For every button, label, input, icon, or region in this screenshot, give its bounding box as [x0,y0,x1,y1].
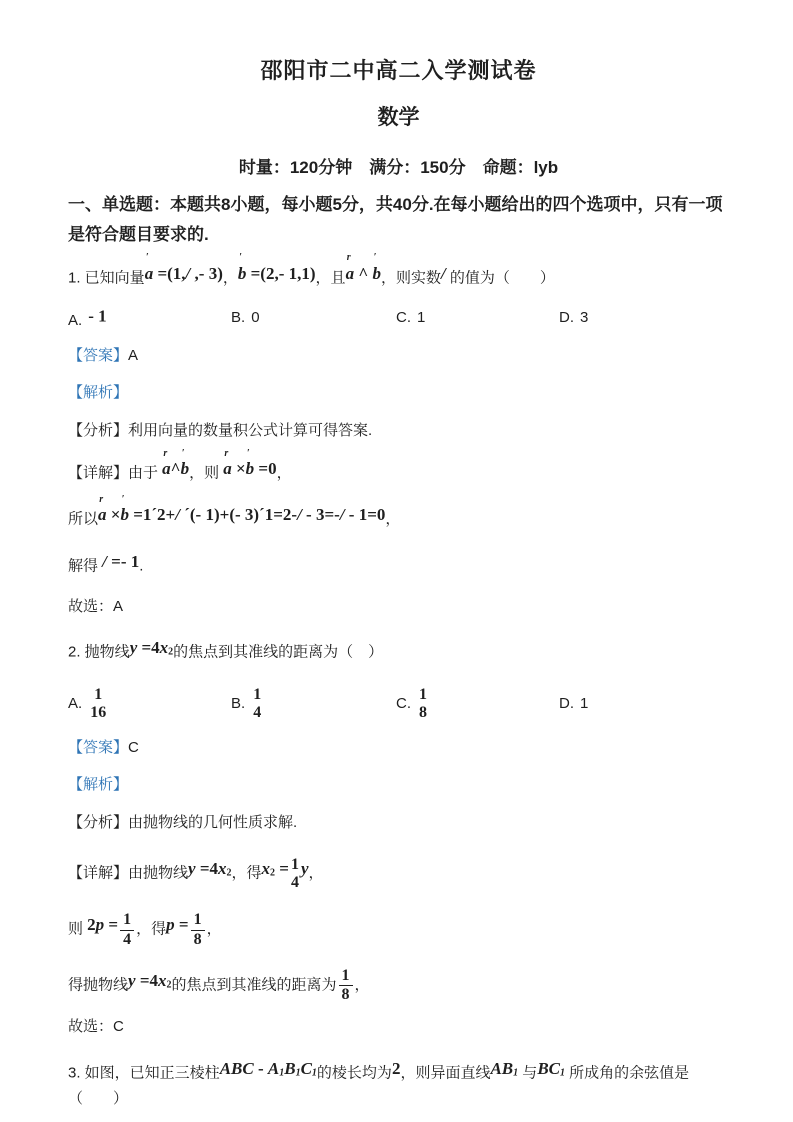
option-c-label: C. [396,309,411,327]
vector-overmark: a r [98,494,107,525]
fraction: $\frac{1}{8}$ [337,967,355,1005]
fraction: 1 4 [253,685,262,721]
question-1-choice: 故选：A [68,597,124,615]
fraction: 1 16 [90,685,107,721]
option-d [559,695,729,712]
option-b [231,686,396,722]
option-d-value: 1 [580,695,589,713]
option-b-value: 0 [251,309,260,327]
option-b [231,309,396,326]
question-2-jiexi-line [68,772,729,798]
question-2-then: 则 2p = $\frac{1}{4}$ ，得p = $\frac{1}{8}$ ， [68,910,222,948]
option-d [559,309,729,326]
fraction: 1 8 [419,685,427,721]
option-d-value: 3 [580,309,589,327]
option-c [396,686,559,722]
question-2-choice: 故选：C [68,1018,124,1036]
question-1-answer-line [68,343,729,369]
question-1-therefore: 所以a r ×b ′ =1´2+/ ´(- 1)+(- 3)´1=2-/ - 3=-/ - 1=0， [68,501,729,532]
question-1-solve: 解得 / =- 1. [68,551,144,575]
option-a-label: A. [68,312,83,330]
fraction: 1 4 [290,856,299,891]
fraction: $\frac{1}{4}$ [118,911,136,949]
vector-overmark: b ′ [372,252,381,283]
vector-overmark: a r [223,448,232,479]
question-2-detail: 【详解】由抛物线$y =4x^2$，得$x^2$ = 1 4 y， [68,856,324,891]
vector-overmark: b ′ [120,494,129,525]
question-1-jiexi-line [68,380,729,406]
vector-overmark: b ′ [237,252,247,283]
section-heading-line2: 是符合题目要求的. [68,224,209,244]
question-1-detail: 【详解】由于 a r ^b ′ ，则 a r ×b ′ =0， [68,455,729,486]
option-a-label: A. [68,694,83,712]
question-2-stem: 2. 抛物线$y =4x^2$的焦点到其准线的距离为（ ） [68,638,384,662]
question-2-options [68,681,729,727]
jiexi-label: 【解析】 [68,776,129,794]
doc-meta: 时量：120分钟 满分：150分 命题：lyb [238,158,559,177]
option-d-label: D. [559,695,574,713]
option-c-label: C. [396,694,411,712]
question-2-analysis: 【分析】由抛物线的几何性质求解. [68,813,298,831]
vector-overmark: b ′ [245,448,255,479]
option-c-value [417,685,429,721]
option-a-value: - 1 [88,306,107,326]
question-2-answer: C [128,738,139,756]
vector-overmark: a r [162,448,171,479]
answer-label: 【答案】 [68,346,129,364]
question-2-result: 得抛物线$y =4x^2$的焦点到其准线的距离为 $\frac{1}{8}$ ， [68,966,370,1004]
vector-overmark: b ′ [180,448,190,479]
doc-title: 邵阳市二中高二入学测试卷 [260,58,537,83]
option-b-label: B. [231,694,246,712]
jiexi-label: 【解析】 [68,384,129,402]
option-d-label: D. [559,309,574,327]
option-b-value [251,685,263,721]
option-b-label: B. [231,309,246,327]
answer-label: 【答案】 [68,738,129,756]
doc-subject: 数学 [377,106,420,129]
fraction: $\frac{1}{8}$ [189,911,207,949]
option-c-value: 1 [417,309,426,327]
question-3-stem: 3. 如图，已知正三棱柱ABC - $A_1B_1C_1$的棱长均为2，则异面直线$AB_1$ 与$BC_1$ 所成角的余弦值是（ ） [68,1058,690,1108]
question-1-analysis: 【分析】利用向量的数量积公式计算可得答案. [68,421,373,439]
question-1-answer: A [128,346,139,364]
question-1-stem: 1. 已知向量a ′ =(1,/ ,- 3)，b ′ =(2,- 1,1)，且a r ^ b ′ ，则实数/ 的值为（ ） [68,260,729,291]
option-c [396,309,559,326]
question-1-options [68,306,729,330]
vector-overmark: a ′ [144,252,154,283]
option-a [68,306,231,329]
option-a-value [88,685,108,721]
vector-overmark: a r [345,252,355,283]
section-heading-line1: 一、单选题：本题共8小题，每小题5分，共40分.在每小题给出的四个选项中，只有一项 [68,195,723,214]
option-a [68,686,231,722]
question-2-answer-line [68,735,729,761]
